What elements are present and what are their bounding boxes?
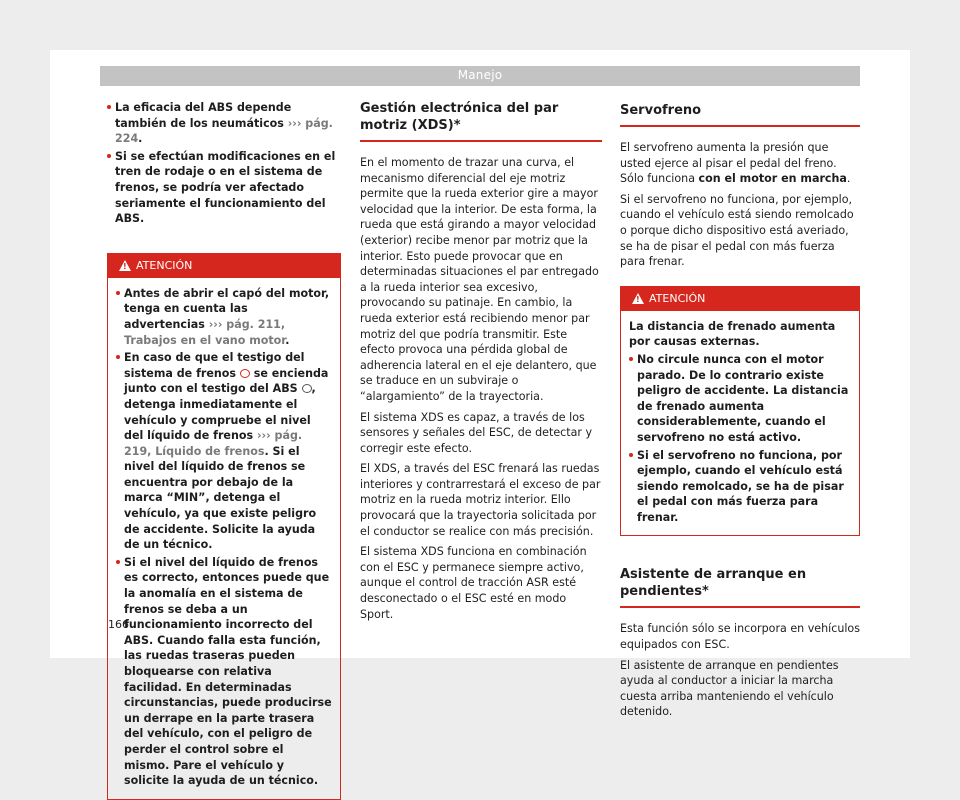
warning-body	[108, 278, 340, 799]
paragraph: El sistema XDS es capaz, a través de los sensores y señales del ESC, de detectar y corregir este efecto.	[360, 410, 593, 455]
warning-header	[108, 254, 340, 278]
list-item: Si el nivel del líquido de frenos es correcto, entonces puede que la anomalía en el sistema de frenos se deba a un funcionamiento incorrecto del ABS. Cuando falla esta función, las ruedas traseras pueden bloquearse con relativa facilidad. En determinadas circunstancias, puede producirse un derrape en la parte trasera del vehículo, con el peligro de perder el control sobre el mismo. Pare el vehículo y solicite la ayuda de un técnico.	[116, 555, 332, 789]
warning-body	[621, 311, 859, 536]
header-bar	[100, 66, 860, 86]
column-1	[107, 100, 341, 800]
abs-warning-icon	[302, 384, 312, 393]
warning-header	[621, 287, 859, 311]
warning-triangle-icon	[632, 293, 644, 304]
paragraph: El sistema XDS funciona en combinación con el ESC y permanece siempre activo, aunque el control de tracción ASR esté desconectado o el ESC esté en modo Sport.	[360, 545, 587, 621]
abs-notes-list	[107, 100, 341, 227]
warning-label: ATENCIÓN	[136, 258, 193, 272]
warning-label: ATENCIÓN	[649, 291, 706, 305]
column-3	[620, 100, 860, 725]
paragraph: Si el servofreno no funciona, por ejemplo, cuando el vehículo está siendo remolcado o porque dicho dispositivo está averiado, se ha de pisar el pedal con más fuerza para frenar.	[620, 192, 854, 269]
section-title-xds: Gestión electrónica del par motriz (XDS)*	[360, 100, 602, 142]
list-item: No circule nunca con el motor parado. De lo contrario existe peligro de accidente. La distancia de frenado aumenta considerablemente, cuando el servofreno no está activo.	[629, 352, 851, 446]
page-reference-link[interactable]: ››› pág. 224	[115, 116, 333, 146]
paragraph: Esta función sólo se incorpora en vehículos equipados con ESC.	[620, 622, 860, 652]
list-item: Antes de abrir el capó del motor, tenga en cuenta las advertencias ››› pág. 211, Trabajos en el vano motor.	[116, 286, 332, 348]
paragraph: En el momento de trazar una curva, el mecanismo diferencial del eje motriz permite que la rueda exterior gire a mayor velocidad que la interior. De esta forma, la rueda que está girando a mayor velocidad (exterior) recibe menor par motriz que la interior. Esto puede provocar que en determinadas situaciones el par entregado a la rueda interior sea excesivo, provocando su patinaje. En cambio, la rueda exterior está recibiendo menor par motriz del que podría transmitir. Este efecto provoca una pérdida global de adherencia lateral en el eje delantero, que se traduce en un subviraje o “alargamiento” de la trayectoria.	[360, 156, 599, 403]
page-reference-link[interactable]: ››› pág. 219, Líquido de frenos	[124, 429, 303, 458]
page-reference-link[interactable]: ››› pág. 211, Trabajos en el vano motor	[124, 317, 286, 347]
list-item: Si se efectúan modificaciones en el tren de rodaje o en el sistema de frenos, se podría ver afectado seriamente el funcionamiento del ABS.	[107, 149, 341, 227]
paragraph: El servofreno aumenta la presión que usted ejerce al pisar el pedal del freno. Sólo funciona con el motor en marcha.	[620, 141, 851, 186]
header-title: Manejo	[457, 68, 503, 82]
page	[50, 50, 910, 788]
brake-warning-icon	[240, 369, 250, 378]
warning-triangle-icon	[119, 260, 131, 271]
warning-box	[107, 253, 341, 800]
list-item: En caso de que el testigo del sistema de frenos se encienda junto con el testigo del ABS , detenga inmediatamente el vehículo y compruebe el nivel del líquido de frenos ››› pág. 219, Líquido de frenos. Si el nivel del líquido de frenos se encuentra por debajo de la marca “MIN”, detenga el vehículo, ya que existe peligro de accidente. Solicite la ayuda de un técnico.	[116, 350, 332, 553]
warning-intro: La distancia de frenado aumenta por causas externas.	[629, 319, 836, 349]
warning-box	[620, 286, 860, 537]
section-title-servofreno: Servofreno	[620, 100, 860, 127]
list-item: La eficacia del ABS depende también de los neumáticos ››› pág. 224.	[107, 100, 341, 147]
paragraph: El XDS, a través del ESC frenará las ruedas interiores y contrarrestará el exceso de par motriz en la rueda motriz interior. Ello provocará que la trayectoria solicitada por el conductor se realice con más precisión.	[360, 462, 601, 538]
paragraph: El asistente de arranque en pendientes ayuda al conductor a iniciar la marcha cuesta arriba manteniendo el vehículo detenido.	[620, 658, 839, 719]
page-number: 166	[108, 618, 129, 631]
section-title-hill-start: Asistente de arranque en pendientes*	[620, 566, 860, 608]
list-item: Si el servofreno no funciona, por ejemplo, cuando el vehículo está siendo remolcado, se ha de pisar el pedal con más fuerza para frenar.	[629, 448, 851, 526]
column-2	[360, 100, 602, 627]
